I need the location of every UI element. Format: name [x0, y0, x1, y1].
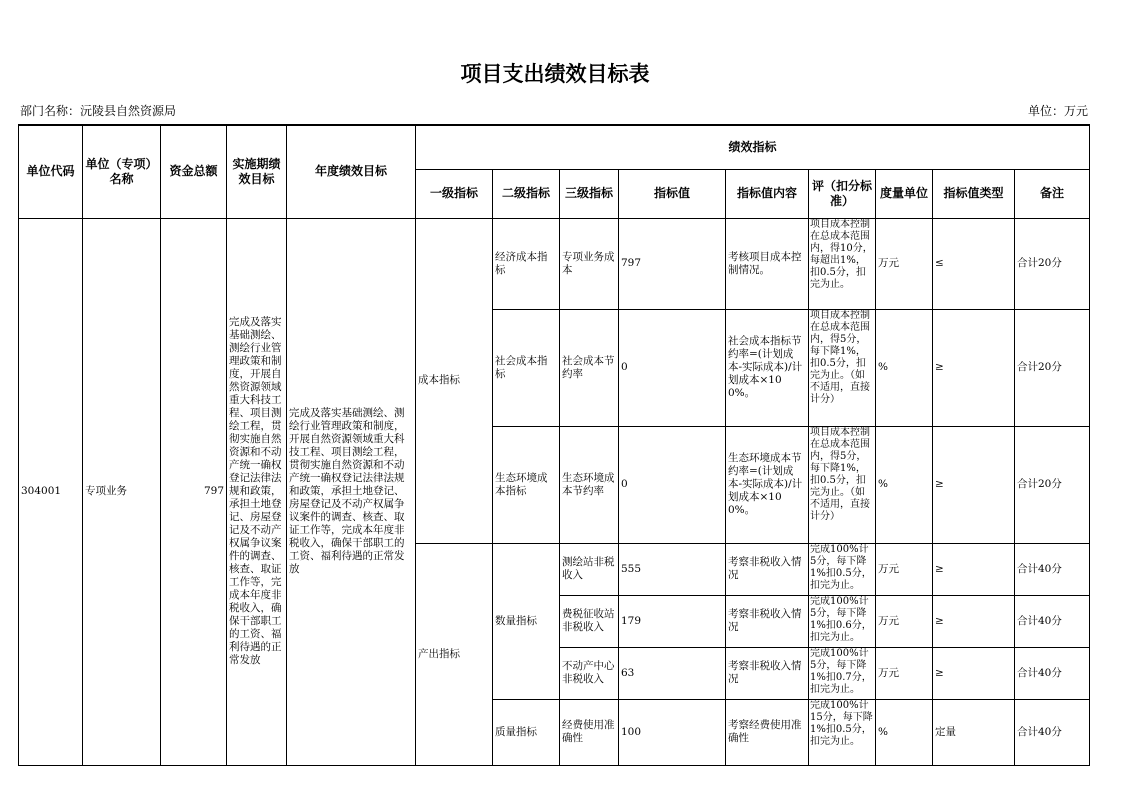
header-annual-goal: 年度绩效目标	[287, 125, 416, 218]
header-level2: 二级指标	[493, 169, 560, 218]
content-cell: 考察非税收入情况	[726, 595, 809, 647]
currency-unit-label: 单位：万元	[1027, 104, 1088, 118]
level3-cell: 生态环境成本节约率	[560, 426, 619, 543]
value-cell: 0	[619, 309, 726, 426]
unit-code-cell: 304001	[19, 218, 83, 765]
header-value-type: 指标值类型	[933, 169, 1015, 218]
level1-output-cell: 产出指标	[416, 543, 493, 765]
value-type-cell: ≥	[933, 647, 1015, 699]
level3-cell: 测绘站非税收入	[560, 543, 619, 595]
level3-cell: 不动产中心非税收入	[560, 647, 619, 699]
header-content: 指标值内容	[726, 169, 809, 218]
value-type-cell: ≥	[933, 595, 1015, 647]
level2-quality-cell: 质量指标	[493, 699, 560, 765]
level3-cell: 专项业务成本	[560, 218, 619, 309]
total-funds-cell: 797	[161, 218, 227, 765]
header-level1: 一级指标	[416, 169, 493, 218]
level1-cost-cell: 成本指标	[416, 218, 493, 543]
value-type-cell: ≥	[933, 309, 1015, 426]
level3-cell: 经费使用准确性	[560, 699, 619, 765]
measure-unit-cell: %	[876, 426, 933, 543]
measure-unit-cell: %	[876, 309, 933, 426]
value-cell: 179	[619, 595, 726, 647]
value-cell: 100	[619, 699, 726, 765]
level2-social-cell: 社会成本指标	[493, 309, 560, 426]
level2-quantity-cell: 数量指标	[493, 543, 560, 699]
remark-cell: 合计20分	[1015, 218, 1090, 309]
remark-cell: 合计40分	[1015, 647, 1090, 699]
level2-economic-cell: 经济成本指标	[493, 218, 560, 309]
value-cell: 0	[619, 426, 726, 543]
value-type-cell: ≤	[933, 218, 1015, 309]
content-cell: 考察非税收入情况	[726, 647, 809, 699]
scoring-cell: 项目成本控制在总成本范围内，得5分，每下降1%，扣0.5分，扣完为止。（如不适用，直接计分）	[809, 309, 876, 426]
remark-cell: 合计20分	[1015, 309, 1090, 426]
scoring-cell: 完成100%计5分，每下降1%扣0.5分，扣完为止。	[809, 543, 876, 595]
unit-name-cell: 专项业务	[83, 218, 161, 765]
impl-goal-cell: 完成及落实基础测绘、测绘行业管理政策和制度，开展自然资源领域重大科技工程、项目测绘工程，贯彻实施自然资源和不动产统一确权登记法律法规和政策，承担土地登记、房屋登记及不动产权属争议案件的调查、核查、取证工作等，完成本年度非税收入，确保干部职工的工资、福利待遇的正常发放	[227, 218, 287, 765]
header-total-funds: 资金总额	[161, 125, 227, 218]
content-cell: 社会成本指标节约率=(计划成本-实际成本)/计划成本×100%。	[726, 309, 809, 426]
scoring-cell: 完成100%计5分，每下降1%扣0.7分，扣完为止。	[809, 647, 876, 699]
remark-cell: 合计40分	[1015, 543, 1090, 595]
measure-unit-cell: 万元	[876, 595, 933, 647]
performance-target-table	[18, 124, 1090, 766]
content-cell: 考察经费使用准确性	[726, 699, 809, 765]
page-title: 项目支出绩效目标表	[460, 62, 650, 86]
header-unit-code: 单位代码	[19, 125, 83, 218]
level3-cell: 社会成本节约率	[560, 309, 619, 426]
header-unit-name: 单位（专项）名称	[83, 125, 161, 218]
value-cell: 797	[619, 218, 726, 309]
department-label: 部门名称：沅陵县自然资源局	[20, 104, 177, 118]
value-cell: 63	[619, 647, 726, 699]
header-measure-unit: 度量单位	[876, 169, 933, 218]
measure-unit-cell: 万元	[876, 218, 933, 309]
annual-goal-cell: 完成及落实基础测绘、测绘行业管理政策和制度，开展自然资源领域重大科技工程、项目测绘工程，贯彻实施自然资源和不动产统一确权登记法律法规和政策，承担土地登记、房屋登记及不动产权属争议案件的调查、核查、取证工作等，完成本年度非税收入，确保干部职工的工资、福利待遇的正常发放	[287, 218, 416, 765]
header-impl-goal: 实施期绩效目标	[227, 125, 287, 218]
content-cell: 考核项目成本控制情况。	[726, 218, 809, 309]
level3-cell: 费税征收站非税收入	[560, 595, 619, 647]
content-cell: 考察非税收入情况	[726, 543, 809, 595]
value-type-cell: ≥	[933, 543, 1015, 595]
header-perf-indicators: 绩效指标	[416, 125, 1090, 169]
scoring-cell: 完成100%计15分，每下降1%扣0.5分，扣完为止。	[809, 699, 876, 765]
value-type-cell: ≥	[933, 426, 1015, 543]
header-remarks: 备注	[1015, 169, 1090, 218]
measure-unit-cell: 万元	[876, 543, 933, 595]
scoring-cell: 项目成本控制在总成本范围内，得5分，每下降1%，扣0.5分，扣完为止。（如不适用，直接计分）	[809, 426, 876, 543]
remark-cell: 合计40分	[1015, 595, 1090, 647]
measure-unit-cell: 万元	[876, 647, 933, 699]
remark-cell: 合计40分	[1015, 699, 1090, 765]
header-scoring: 评（扣分标准）	[809, 169, 876, 218]
value-type-cell: 定量	[933, 699, 1015, 765]
table-row	[19, 218, 1090, 309]
value-cell: 555	[619, 543, 726, 595]
scoring-cell: 项目成本控制在总成本范围内，得10分，每超出1%，扣0.5分，扣完为止。	[809, 218, 876, 309]
content-cell: 生态环境成本节约率=(计划成本-实际成本)/计划成本×100%。	[726, 426, 809, 543]
header-level3: 三级指标	[560, 169, 619, 218]
scoring-cell: 完成100%计5分，每下降1%扣0.6分，扣完为止。	[809, 595, 876, 647]
remark-cell: 合计20分	[1015, 426, 1090, 543]
measure-unit-cell: %	[876, 699, 933, 765]
header-value: 指标值	[619, 169, 726, 218]
level2-eco-cell: 生态环境成本指标	[493, 426, 560, 543]
